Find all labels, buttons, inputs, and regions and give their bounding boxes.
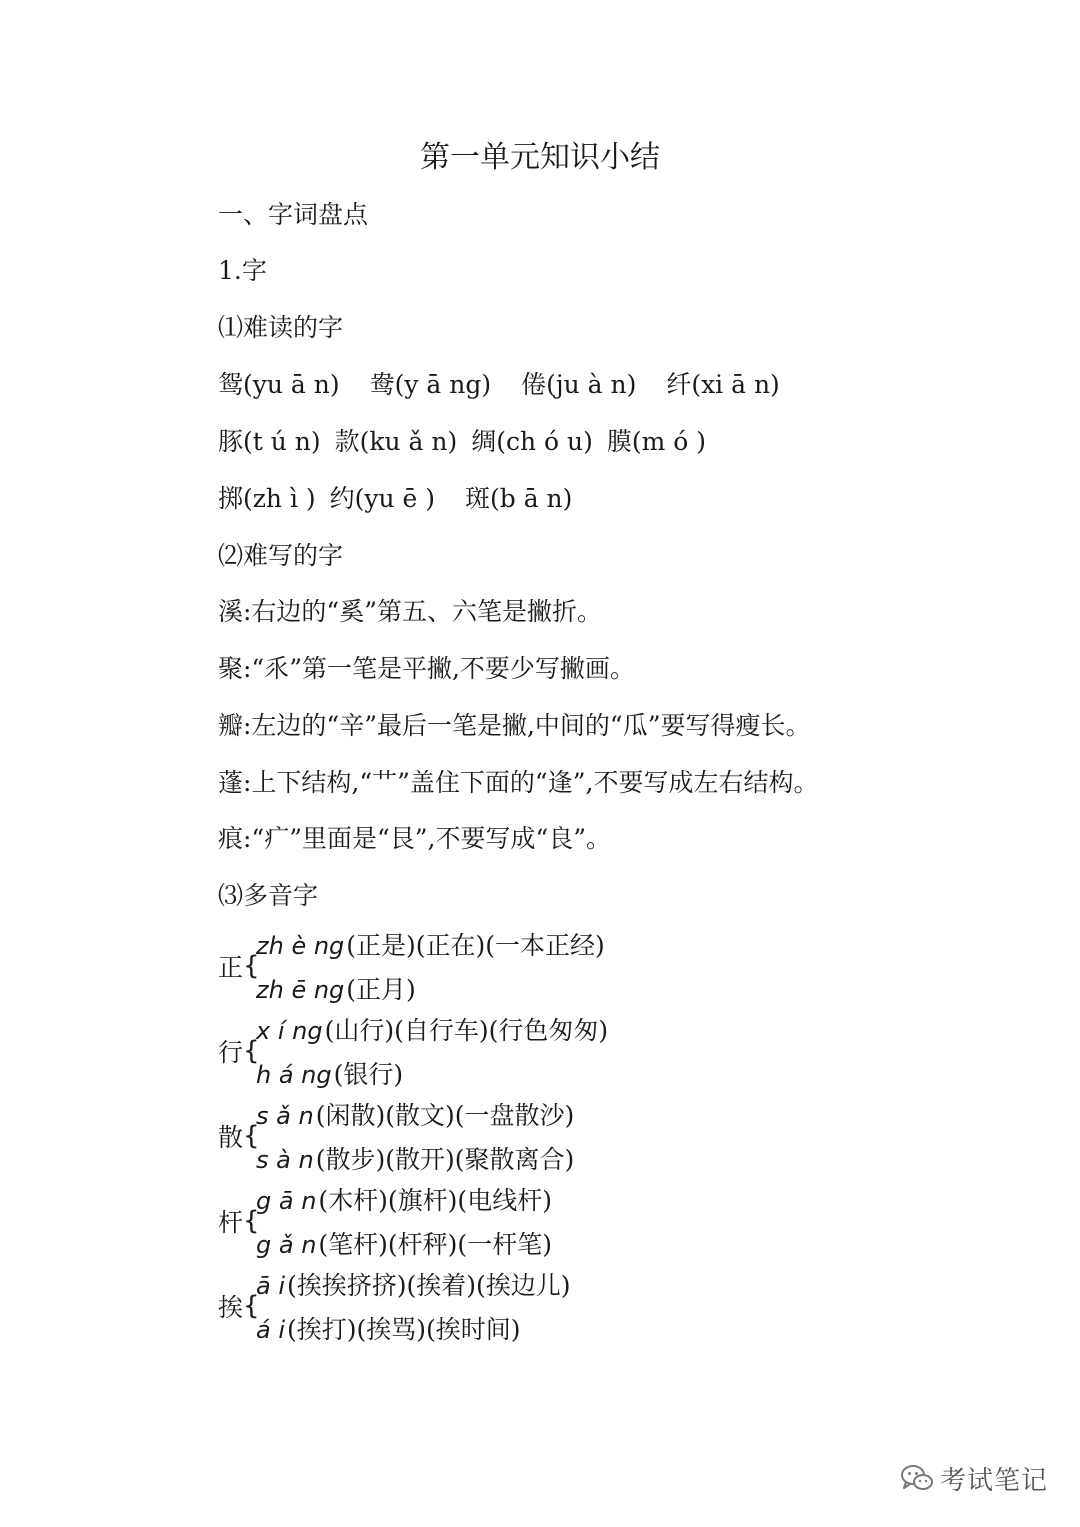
brace-symbol: {	[243, 951, 260, 981]
example-words: (银行)	[333, 1060, 404, 1089]
brace-symbol: {	[243, 1291, 260, 1321]
polyphonic-heading: ⑶多音字	[218, 881, 319, 910]
hard-write-item: 聚:“乑”第一笔是平撇,不要少写撇画。	[218, 654, 635, 683]
brace-symbol: {	[243, 1206, 260, 1236]
brace-symbol: {	[243, 1121, 260, 1151]
polyphonic-char: 行	[218, 1038, 244, 1067]
pinyin: x í ng	[256, 1017, 323, 1045]
pinyin: ā i	[256, 1272, 286, 1300]
example-words: (挨挨挤挤)(挨着)(挨边儿)	[287, 1271, 571, 1300]
hard-read-heading: ⑴难读的字	[218, 313, 344, 342]
hard-read-item: 鸳(yu ā n)	[218, 370, 340, 399]
page-title: 第一单元知识小结	[420, 140, 660, 175]
example-words: (正月)	[346, 975, 416, 1004]
polyphonic-reading	[256, 1099, 574, 1133]
polyphonic-reading	[256, 1143, 574, 1177]
watermark	[900, 1458, 1048, 1498]
pinyin: g ǎ n	[256, 1231, 317, 1259]
pinyin: g ā n	[256, 1187, 317, 1215]
pinyin: á i	[256, 1316, 286, 1344]
hard-read-item: 约(yu ē )	[329, 484, 436, 513]
polyphonic-reading	[256, 1058, 403, 1092]
example-words: (正是)(正在)(一本正经)	[346, 931, 605, 960]
polyphonic-reading	[256, 1014, 608, 1048]
hard-read-item: 倦(ju à n)	[521, 370, 637, 399]
wechat-icon	[900, 1463, 934, 1493]
example-words: (挨打)(挨骂)(挨时间)	[287, 1315, 521, 1344]
subheading-characters: 1.字	[218, 256, 267, 285]
polyphonic-char: 杆	[218, 1208, 244, 1237]
polyphonic-reading	[256, 1184, 552, 1218]
section-heading-vocab: 一、字词盘点	[218, 200, 369, 229]
hard-read-item: 鸯(y ā ng)	[369, 370, 492, 399]
hard-read-item: 膜(m ó )	[606, 427, 707, 456]
example-words: (散步)(散开)(聚散离合)	[315, 1145, 575, 1174]
polyphonic-reading	[256, 1269, 571, 1303]
hard-write-item: 蓬:上下结构,“艹”盖住下面的“逢”,不要写成左右结构。	[218, 768, 819, 797]
polyphonic-char: 正	[218, 953, 244, 982]
example-words: (山行)(自行车)(行色匆匆)	[324, 1016, 609, 1045]
hard-read-row-2	[218, 425, 706, 459]
example-words: (闲散)(散文)(一盘散沙)	[315, 1101, 575, 1130]
hard-read-item: 豚(t ú n)	[218, 427, 321, 456]
hard-read-item: 纤(xi ā n)	[666, 370, 780, 399]
polyphonic-reading	[256, 1228, 552, 1262]
hard-write-item: 痕:“疒”里面是“艮”,不要写成“良”。	[218, 824, 612, 853]
pinyin: h á ng	[256, 1061, 332, 1089]
example-words: (木杆)(旗杆)(电线杆)	[318, 1186, 552, 1215]
hard-read-item: 斑(b ā n)	[465, 484, 573, 513]
polyphonic-reading	[256, 973, 416, 1007]
hard-write-heading: ⑵难写的字	[218, 541, 344, 570]
pinyin: s ǎ n	[256, 1102, 314, 1130]
pinyin: zh ē ng	[256, 976, 345, 1004]
polyphonic-char: 挨	[218, 1293, 244, 1322]
watermark-text: 考试笔记	[940, 1465, 1049, 1496]
polyphonic-char: 散	[218, 1123, 244, 1152]
hard-read-row-1	[218, 368, 780, 402]
polyphonic-reading	[256, 1313, 521, 1347]
example-words: (笔杆)(杆秤)(一杆笔)	[318, 1230, 552, 1259]
hard-read-item: 绸(ch ó u)	[471, 427, 593, 456]
hard-read-item: 款(ku ǎ n)	[334, 427, 458, 456]
hard-write-item: 瓣:左边的“辛”最后一笔是撇,中间的“瓜”要写得瘦长。	[218, 711, 811, 740]
pinyin: zh è ng	[256, 932, 345, 960]
hard-read-row-3	[218, 482, 572, 516]
polyphonic-reading	[256, 929, 605, 963]
hard-read-item: 掷(zh ì )	[218, 484, 316, 513]
hard-write-item: 溪:右边的“奚”第五、六笔是撇折。	[218, 597, 602, 626]
pinyin: s à n	[256, 1146, 314, 1174]
brace-symbol: {	[243, 1036, 260, 1066]
